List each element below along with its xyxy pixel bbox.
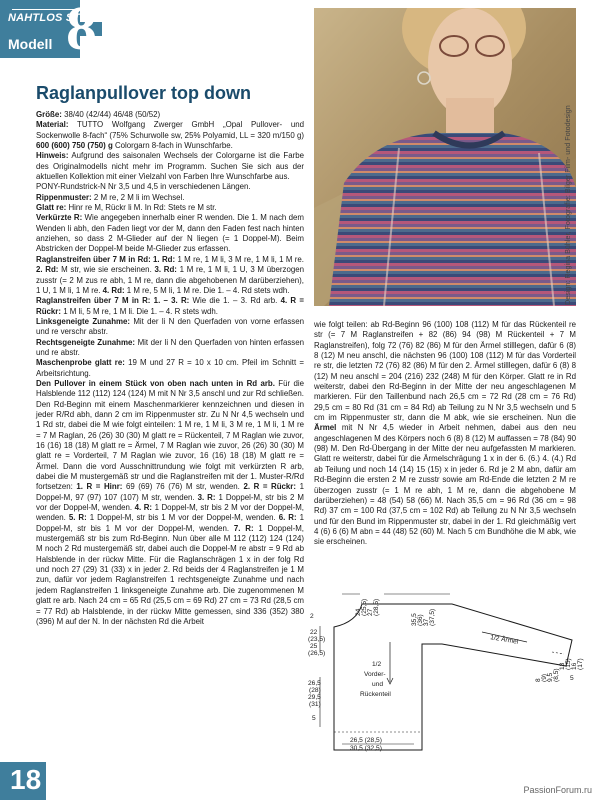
dim-raglan-1: 35,5 [411,613,418,626]
size-paragraph: Größe: 38/40 (42/44) 46/48 (50/52) [36,110,161,119]
model-photo [314,8,576,306]
instructions-left-column [36,110,304,627]
modell-number: 8 [66,0,97,63]
dim-yoke-2: (23,5) [308,636,326,643]
dim-side-4: (31) [309,701,321,708]
right-increase-paragraph: Rechtsgeneigte Zunahme: Mit der li N den Querfaden von hinten erfassen und re abstr. [36,337,305,357]
raglan-rounds-paragraph: Raglanstreifen über 7 M in Rd: 1. Rd: 1 M re, 1 M li, 3 M re, 1 M li, 1 M re. 2. Rd: M str, wie sie erscheinen. 3. Rd: 1 M re, 1 M li, 1 U, 3 M überzogen zusstr (= 2 M zus re abh, 1 M re, dann die abgehobenen M darüberziehen), 1 U, 1 M li, 1 M re. 4. Rd: 1 M re, 5 M li, 1 M re. Die 1. – 4. Rd stets wdh. [36,254,305,295]
section-label: NAHTLOS STRICKEN [8,12,124,24]
page-footer [0,762,600,800]
gauge-paragraph: Maschenprobe glatt re: 19 M und 27 R = 10 x 10 cm. Pfeil im Schnitt = Arbeitsrichtung. [36,358,305,378]
rib-pattern-paragraph: Rippenmuster: 2 M re, 2 M li im Wechsel. [36,192,185,202]
dim-hem: 5 [312,715,316,722]
dim-neck-1: 24 [355,608,362,616]
dim-upper-arm-1: 13 [559,662,566,670]
dim-neck-4: (28,5) [373,598,380,616]
schematic-diagram [302,582,584,754]
body-label-4: Rückenteil [360,691,391,698]
dim-upper-arm-4: (17) [577,658,584,670]
dim-collar: 2 [310,613,314,620]
dim-side-3: 29,5 [308,694,321,701]
dim-cuff-3: 9,5 [547,672,554,682]
dim-width-1: 26,5 (28,5) [350,737,382,744]
raglan-rows-paragraph: Raglanstreifen über 7 M in R: 1. – 3. R: Wie die 1. – 3. Rd arb. 4. R = Rückr: 1 M li, 5 M re, 1 M li. Die 1. – 4. R stets wdh. [36,296,304,316]
body-label-1: 1/2 [372,661,382,668]
modell-label: Modell [8,36,53,52]
dim-cuff-2: (9) [541,673,548,682]
needles-paragraph: PONY-Rundstrick-N Nr 3,5 und 4,5 in verschiedenen Längen. [36,182,251,192]
short-rows-paragraph: Verkürzte R: Wie angegeben innerhalb einer R wenden. Die 1. M nach dem Wenden li abh, den Faden liegt vor der M, dann den Faden fest nach hinten anziehen, so dass 2 M-Glieder auf der N liegen (= 1 Doppel-M). Beim Abstricken der Doppel-M beide M-Glieder zus erfassen. [36,213,305,254]
dim-yoke-3: 25 [310,643,318,650]
dim-upper-arm-3: 16 [571,662,578,670]
dim-raglan-2: (36) [417,614,424,626]
dim-neck-2: (25,5) [361,598,368,616]
material-paragraph: Material: TUTTO Wolfgang Zwerger GmbH „Opal Pullover- und Sockenwolle 8-fach“ (75% Schurwolle sw, 25% Polyamid, LL = 320 m/150 g) 600 (600) 750 (750) g Colorgarn 8-fach in Wunschfarbe. [36,120,304,151]
dim-width-2: 30,5 (32,5) [350,745,382,752]
main-instructions-paragraph: Den Pullover in einem Stück von oben nach unten in Rd arb. Für die Halsblende 112 (112) 124 (124) M mit N Nr 3,5 anschl und zur Rd schließen. Den Rd-Beginn mit einem Maschenmarkierer kennzeichnen und diesen in jeder R/Rd abh, dann 2 cm im Rippenmuster str. Zu N Nr 4,5 wechseln und 1 Rd str, dabei die M wie folgt einteilen: 1 M re, 1 M li, 3 M re, 1 M li, 1 M re = 7 M Raglan, 26 (26) 30 (30) M glatt re = Rückenteil, 7 M Raglan wie zuvor, 16 (16) 18 (18) M glatt re = Ärmel, 7 M Raglan wie zuvor, 26 (26) 30 (30) M glatt re = Vorderteil, 7 M Raglan wie zuvor, 16 (16) 18 (18) M glatt re = Ärmel. Dann die vord Ausschnittrundung wie folgt mit verkürzten R arb, dabei die M mustergemäß str und die Raglanstreifen mit der 1. Muster-R/Rd fortsetzen: 1. R = Hinr: 69 (69) 76 (76) M str, wenden. 2. R = Rückr: 1 Doppel-M, 97 (97) 107 (107) M str, wenden. 3. R: 1 Doppel-M, str bis 2 M vor der Doppel-M, wenden. 4. R: 1 Doppel-M, str bis 2 M vor der Doppel-M, wenden. 5. R: 1 Doppel-M, str bis 1 M vor der Doppel-M, wenden. 6. R: 1 Doppel-M, str bis 1 M vor der Doppel-M, wenden. 7. R: 1 Doppel-M, mustergemäß str bis zum Rd-Beginn. Nun über alle M 112 (112) 124 (124) M noch 2 Rd mustergemäß str, dabei auch die Doppel-M re abstr = 9 Rd ab Halsblende in der rückw Mitte. Für die Raglanschrägen 1 x in der folg Rd und noch 27 (29) 31 (33) x in jeder 2. Rd beids der 4 Raglanstreifen je 1 M zun, dafür vor jedem Raglanstreifen 1 rechtsgeneigte Zunahme und nach jedem Raglanstreifen 1 linksgeneigte Zunahme arb. Die zugenommenen M glatt re arb. Nach 24 cm = 65 Rd (25,5 cm = 69 Rd) 27 cm = 73 Rd (28,5 cm = 77 Rd) ab Halsblende, in der rückw Mitte gemessen, sind 336 (352) 380 (396) M auf der N. In der nächsten Rd die Arbeit [36,378,304,626]
body-label-2: Vorder- [364,671,386,678]
instructions-right-column [314,320,576,548]
sleeve-label: 1/2 Ärmel [489,634,519,646]
left-increase-paragraph: Linksgeneigte Zunahme: Mit der li N den Querfaden von vorne erfassen und re verschr abstr. [36,316,304,337]
dim-side-1: 26,5 [308,680,321,687]
dim-yoke-1: 22 [310,629,318,636]
dim-cuff-1: 8 [535,678,542,682]
body-continued-paragraph: wie folgt teilen: ab Rd-Beginn 96 (100) 108 (112) M für das Rückenteil re str (= 7 M Raglanstreifen + 82 (86) 94 (98) M Rückenteil + 7 M Raglanstreifen), folg 72 (76) 82 (86) M für den Ärmel stilllegen, dafür 6 (8) 8 (12) M neu anschl, die nächsten 96 (100) 108 (112) M für das Vorderteil re str, die letzten 72 (76) 82 (86) M für den 2. Ärmel stilllegen, dafür 6 (8) 8 (12) M neu anschl = 204 (216) 232 (248) M für den Körper. Glatt re in Rd weiterstr, dabei den Rd-Beginn in der Mitte der neu angeschlagenen M markieren. Für den Taillenbund nach 26,5 cm = 72 Rd (28 cm = 76 Rd) 29,5 cm = 80 Rd (31 cm = 84 Rd) ab Teilung zu N Nr 3,5 wechseln und 5 cm im Rippenmuster str, dann die M abk, wie sie erscheinen. Nun die Ärmel mit N Nr 4,5 wieder in Arbeit nehmen, dabei aus den neu angeschlagenen M des Körpers noch 6 (8) 8 (12) M auffassen = 78 (84) 90 (98) M. Den Rd-Übergang in der Mitte der neu aufgefassten M markieren. Glatt re weiterstr, dabei für die Ärmelschrägung 1 x in der 6. (6.) 4. (4.) Rd ab Teilung und noch 14 (14) 15 (15) x in jeder 6. Rd je 2 M abn, dafür am Rd-Beginn die ersten 2 M re zusstr sowie am Rd-Ende die letzten 2 M re überzogen zusstr (= 1 M re abh, 1 M re, dann die abgehobene M darüberziehen) = 48 (54) 58 (66) M. Nach 35,5 cm = 96 Rd (36 cm = 98 Rd) 37 cm = 100 Rd (37,5 cm = 102 Rd) ab Teilung zu N Nr 3,5 wechseln und für den Bund im Rippenmuster str, dabei in der 1. Rd gleichmäßig vert 4 (6) 6 (6) M abn = 44 (48) 52 (60) M. Nach 5 cm Bundhöhe die M abk, wie sie erscheinen. [314,320,576,547]
body-label-3: und [372,681,384,688]
dim-raglan-3: 37 [423,618,430,626]
watermark: PassionForum.ru [523,785,592,795]
stockinette-paragraph: Glatt re: Hinr re M, Rückr li M. In Rd: Stets re M str. [36,203,217,213]
dim-side-2: (28) [309,687,321,694]
page-number: 18 [10,764,42,795]
dim-upper-arm-2: (15) [565,658,572,670]
page-title: Raglanpullover top down [36,83,251,103]
hint-paragraph: Hinweis: Aufgrund des saisonalen Wechsels der Colorgarne ist die Farbe des Originalmodells nicht mehr im Programm. Suchen Sie sich aus der aktuellen Kollektion mit einer Vielzahl von Farben Ihre Wunschfarbe aus. [36,151,304,182]
dim-yoke-4: (26,5) [308,650,326,657]
dim-cuff-height: 5 [570,675,574,682]
dim-neck-3: 27 [367,608,374,616]
dim-cuff-4: (8,5) [553,668,560,682]
dim-raglan-4: (37,5) [429,608,436,626]
